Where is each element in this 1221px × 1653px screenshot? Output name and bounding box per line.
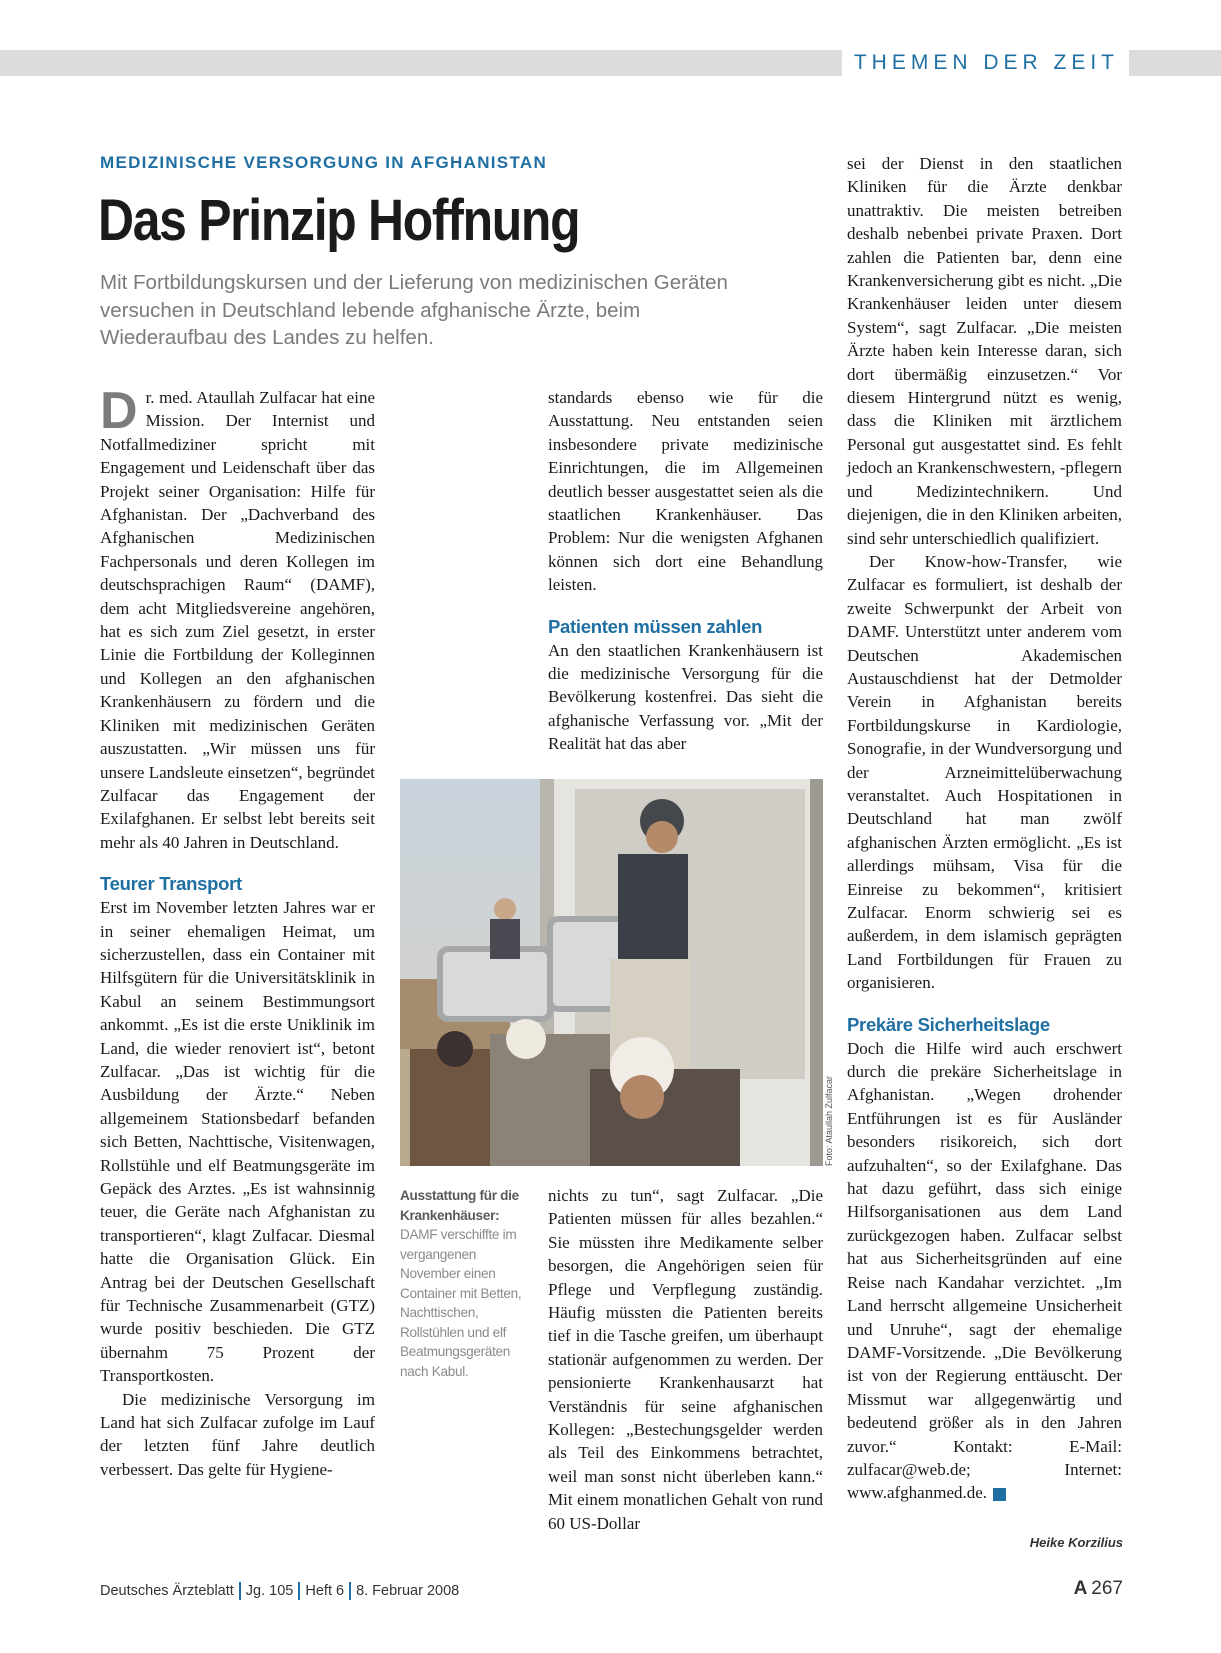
page-footer [100, 1580, 459, 1602]
paragraph: sei der Dienst in den staatlichen Kliniken für die Ärzte denkbar unattraktiv. Die meisten betreiben deshalb nebenbei private Praxen. Dort zahlen die Patienten bar, denn eine Krankenversicherung gibt es nicht. „Die Krankenhäuser leiden unter diesem System“, sagt Zulfacar. „Die meisten Ärzte haben kein Interesse daran, sich dort übermäßig einzusetzen.“ Vor diesem Hintergrund nützt es wenig, dass die Kliniken mit ärztlichem Personal gut ausgestattet sind. Es fehlt jedoch an Krankenschwestern, -pflegern und Medizintechnikern. Und diejenigen, die in den Kliniken arbeiten, sind sehr unterschiedlich qualifiziert. [847, 154, 1122, 548]
page-number [1074, 1576, 1123, 1602]
article-headline: Das Prinzip Hoffnung [98, 188, 580, 253]
caption-text: DAMF verschiffte im vergangenen November einen Container mit Betten, Nachttischen, Rollstühlen und elf Beatmungsgeräten nach Kabul. [400, 1227, 522, 1379]
photo-caption [400, 1186, 526, 1381]
paragraph: An den staatlichen Krankenhäusern ist die medizinische Versorgung für die Bevölkerung kostenfrei. Das sieht die afghanische Verfassung vor. „Mit der Realität hat das aber [548, 640, 823, 754]
author-signature: Heike Korzilius [1029, 1535, 1123, 1550]
subheading-security: Prekäre Sicherheitslage [847, 1013, 1050, 1035]
journal-volume: Jg. 105 [245, 1583, 294, 1599]
article-column-3 [847, 152, 1122, 1505]
paragraph: standards ebenso wie für die Ausstattung. Neu entstanden seien insbesondere private medizinische Einrichtungen, die im Allgemeinen deutlich besser ausgestattet seien als die staatlichen Krankenhäuser. Das Problem: Nur die wenigsten Afghanen können sich dort eine Behandlung leisten. [548, 388, 823, 595]
footer-separator [349, 1582, 351, 1600]
article-column-2-top [548, 386, 823, 756]
journal-name: Deutsches Ärzteblatt [100, 1583, 234, 1599]
subheading-patients: Patienten müssen zahlen [548, 615, 763, 637]
article-column-1 [100, 382, 375, 1481]
journal-date: 8. Februar 2008 [356, 1583, 460, 1599]
caption-lead: Ausstattung für die Krankenhäuser: [400, 1188, 519, 1223]
section-title: THEMEN DER ZEIT [842, 48, 1129, 78]
journal-issue: Heft 6 [305, 1583, 345, 1599]
article-deck: Mit Fortbildungskursen und der Lieferung von medizinischen Geräten versuchen in Deutschland lebende afghanische Ärzte, beim Wiederaufbau des Landes zu helfen. [100, 271, 728, 349]
photo-credit: Foto: Ataullah Zulfacar [824, 1075, 834, 1166]
article-end-mark [993, 1488, 1006, 1501]
page-number-value: 267 [1091, 1578, 1123, 1599]
paragraph: Erst im November letzten Jahres war er in seiner ehemaligen Heimat, um sicherzustellen, dass ein Container mit Hilfsgütern für die Universitätsklinik in Kabul an seinem Bestimmungsort ankommt. „Es ist die erste Uniklinik im Land, die wieder renoviert ist“, betont Zulfacar. „Das ist wichtig für die Ausbildung der Ärzte.“ Neben allgemeinem Stationsbedarf befanden sich Betten, Nachttische, Visitenwagen, Rollstühle und elf Beatmungsgeräte im Gepäck des Arztes. „Es ist wahnsinnig teuer, die Geräte nach Afghanistan zu transportieren“, klagt Zulfacar. Diesmal hatte die Organisation Glück. Ein Antrag bei der Deutschen Gesellschaft für Technische Zusammenarbeit (GTZ) wurde positiv beschieden. Die GTZ übernahm 75 Prozent der Transportkosten. [100, 898, 375, 1386]
article-kicker: MEDIZINISCHE VERSORGUNG IN AFGHANISTAN [100, 153, 548, 172]
paragraph-text: Doch die Hilfe wird auch erschwert durch die prekäre Sicherheitslage in Afghanistan. „Wegen drohender Entführungen ist es für Ausländer besonders risikoreich, sich dort aufzuhalten“, so der Exilafghane. Das hat dazu geführt, dass sich einige Hilfsorganisationen aus dem Land zurückgezogen haben. Zulfacar selbst hat aus Sicherheitsgründen auf eine Reise nach Kandahar verzichtet. „Im Land herrscht allgemeine Unsicherheit und Unruhe“, sagt der ehemalige DAMF-Vorsitzende. „Die Bevölkerung ist von der Regierung enttäuscht. Der Missmut war allgegenwärtig und bedeutend größer als in den Jahren zuvor.“ Kontakt: E-Mail: zulfacar@web.de; Internet: www.afghanmed.de. [847, 1038, 1122, 1503]
drop-cap: D [100, 382, 138, 440]
footer-separator [298, 1582, 300, 1600]
article-column-2-bottom [548, 1184, 823, 1535]
paragraph: Die medizinische Versorgung im Land hat sich Zulfacar zufolge im Lauf der letzten fünf Jahre deutlich verbessert. Das gelte für Hygiene- [100, 1389, 375, 1479]
page-prefix: A [1073, 1578, 1088, 1599]
paragraph: nichts zu tun“, sagt Zulfacar. „Die Patienten müssen für alles bezahlen.“ Sie müssten ihre Medikamente selber besorgen, die Angehörigen seien für Pflege und Verpflegung zuständig. Häufig müssten die Patienten bereits tief in die Tasche greifen, um überhaupt stationär aufgenommen zu werden. Der pensionierte Krankenhausarzt hat Verständnis für seine afghanischen Kollegen: „Bestechungsgelder werden als Teil des Einkommens betrachtet, weil man sonst nicht überleben kann.“ Mit einem monatlichen Gehalt von rund 60 US-Dollar [548, 1186, 823, 1533]
paragraph-text: r. med. Ataullah Zulfacar hat eine Mission. Der Internist und Notfallmediziner spricht mit Engagement und Leidenschaft über das Projekt seiner Organisation: Hilfe für Afghanistan. Der „Dachverband des Afghanischen Medizinischen Fachpersonals und deren Kollegen im deutschsprachigen Raum“ (DAMF), dem acht Mitgliedsvereine angehören, hat es sich zum Ziel gesetzt, in erster Linie die Fortbildung der Kolleginnen und Kollegen an den afghanischen Krankenhäusern zu fördern und die Kliniken mit medizinischen Geräten auszustatten. „Wir müssen uns für unsere Landsleute einsetzen“, begründet Zulfacar das Engagement der Exilafghanen. Er selbst lebt bereits seit mehr als 40 Jahren in Deutschland. [100, 388, 375, 852]
article-photo [400, 779, 823, 1166]
paragraph: Der Know-how-Transfer, wie Zulfacar es formuliert, ist deshalb der zweite Schwerpunkt der Arbeit von DAMF. Unterstützt unter anderem vom Deutschen Akademischen Austauschdienst hat der Detmolder Verein in Afghanistan bereits Fortbildungskurse in Kardiologie, Sonografie, in der Wundversorgung und der Arzneimittelüberwachung veranstaltet. Auch Hospitationen in Deutschland hat man zwölf afghanischen Ärzten ermöglicht. „Es ist allerdings mühsam, Visa für die Einreise zu bekommen“, kritisiert Zulfacar. Enorm schwierig sei es außerdem, in dem islamisch geprägten Land Fortbildungen für Frauen zu organisieren. [847, 551, 1122, 993]
paragraph [847, 1037, 1122, 1505]
footer-separator [239, 1582, 241, 1600]
subheading-transport: Teurer Transport [100, 873, 242, 895]
paragraph [100, 382, 375, 854]
